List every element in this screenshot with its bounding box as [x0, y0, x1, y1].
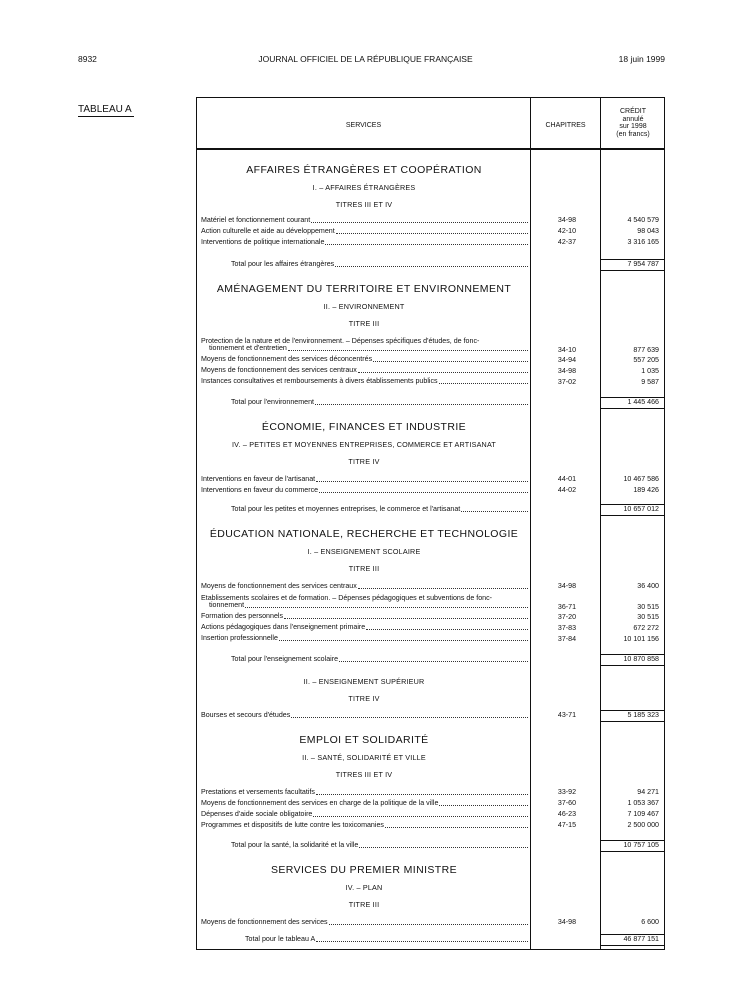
titre-label: TITRE IV	[348, 457, 380, 466]
credit-cell: 98 043	[637, 227, 659, 235]
chapitre-cell: 34-94	[557, 356, 577, 364]
table-row: Interventions en faveur du commerce	[201, 485, 529, 496]
credit-cell: 4 540 579	[627, 216, 659, 224]
row-first-line: Protection de la nature et de l'environnement. – Dépenses spécifiques d'études, de fonc-	[201, 337, 480, 345]
credit-cell: 3 316 165	[627, 238, 659, 246]
section-subtitle: IV. – PLAN	[345, 883, 383, 892]
section-title: ÉCONOMIE, FINANCES ET INDUSTRIE	[261, 421, 467, 433]
grand-total-row: Total pour le tableau A	[245, 934, 529, 945]
chapitre-cell: 34-98	[557, 367, 577, 375]
table-row: Moyens de fonctionnement des services en charge de la politique de la ville	[201, 798, 529, 809]
total-row: Total pour la santé, la solidarité et la ville	[231, 840, 529, 851]
total-credit: 7 954 787	[627, 260, 659, 268]
section-subtitle: II. – SANTÉ, SOLIDARITÉ ET VILLE	[302, 753, 426, 762]
credit-cell: 2 500 000	[627, 821, 659, 829]
section-title: SERVICES DU PREMIER MINISTRE	[270, 864, 458, 876]
row-first-line: Etablissements scolaires et de formation. – Dépenses pédagogiques et subventions de fonc-	[201, 594, 493, 602]
total-row: Total pour l'enseignement scolaire	[231, 654, 529, 665]
section-title: AFFAIRES ÉTRANGÈRES ET COOPÉRATION	[246, 164, 482, 176]
chapitre-cell: 43-71	[557, 711, 577, 719]
journal-title: JOURNAL OFFICIEL DE LA RÉPUBLIQUE FRANÇAISE	[258, 54, 473, 64]
credit-cell: 1 035	[641, 367, 659, 375]
table-row: Bourses et secours d'études	[201, 710, 529, 721]
credit-cell: 557 205	[633, 356, 659, 364]
chapitre-cell: 37-02	[557, 378, 577, 386]
chapitre-cell: 44-01	[557, 475, 577, 483]
credit-cell: 10 101 156	[623, 635, 659, 643]
credit-cell: 94 271	[637, 788, 659, 796]
chapitre-cell: 44-02	[557, 486, 577, 494]
table-row: Programmes et dispositifs de lutte contre les toxicomanies	[201, 820, 529, 831]
credit-cell: 10 467 586	[623, 475, 659, 483]
grand-total-credit: 46 877 151	[623, 935, 659, 943]
total-row: Total pour les affaires étrangères	[231, 259, 529, 270]
section-title: ÉDUCATION NATIONALE, RECHERCHE ET TECHNOLOGIE	[209, 528, 519, 540]
table-row: Moyens de fonctionnement des services	[201, 917, 529, 928]
page-number: 8932	[78, 54, 97, 64]
chapitre-cell: 42-37	[557, 238, 577, 246]
chapitre-cell: 34-10	[557, 346, 577, 354]
col-header-chapitres: CHAPITRES	[545, 122, 586, 129]
table-row: Instances consultatives et remboursements à divers établissements publics	[201, 376, 529, 387]
chapitre-cell: 34-98	[557, 216, 577, 224]
chapitre-cell: 37-60	[557, 799, 577, 807]
table-row: Action culturelle et aide au développement	[201, 226, 529, 237]
total-credit: 10 757 105	[623, 841, 659, 849]
credit-cell: 30 515	[637, 603, 659, 611]
chapitre-cell: 34-98	[557, 918, 577, 926]
table-row: Moyens de fonctionnement des services centraux	[201, 581, 529, 592]
credit-cell: 30 515	[637, 613, 659, 621]
table-row: tionnement et d'entretien	[209, 343, 529, 354]
credit-cell: 672 272	[633, 624, 659, 632]
header-date: 18 juin 1999	[618, 54, 665, 64]
titre-label: TITRES III ET IV	[335, 770, 393, 779]
chapitre-cell: 34-98	[557, 582, 577, 590]
credit-cell: 6 600	[641, 918, 659, 926]
section-subtitle: I. – AFFAIRES ÉTRANGÈRES	[312, 183, 416, 192]
table-row: Matériel et fonctionnement courant	[201, 215, 529, 226]
table-row: Actions pédagogiques dans l'enseignement primaire	[201, 622, 529, 633]
chapitre-cell: 36-71	[557, 603, 577, 611]
credit-cell: 877 639	[633, 346, 659, 354]
table-row: Moyens de fonctionnement des services centraux	[201, 365, 529, 376]
chapitre-cell: 42-10	[557, 227, 577, 235]
total-credit: 10 657 012	[623, 505, 659, 513]
table-row: tionnement	[209, 600, 529, 611]
chapitre-cell: 47-15	[557, 821, 577, 829]
section-title: AMÉNAGEMENT DU TERRITOIRE ET ENVIRONNEMENT	[216, 283, 512, 295]
table-row: Dépenses d'aide sociale obligatoire	[201, 809, 529, 820]
header-separator	[197, 148, 664, 150]
titre-label: TITRE III	[348, 319, 380, 328]
tableau-label: TABLEAU A	[78, 104, 132, 115]
chapitre-cell: 37-20	[557, 613, 577, 621]
titre-label: TITRE IV	[348, 694, 380, 703]
table-row: Interventions de politique internationale	[201, 237, 529, 248]
section-subtitle: II. – ENVIRONNEMENT	[323, 302, 405, 311]
chapitre-cell: 37-84	[557, 635, 577, 643]
chapitre-cell: 37-83	[557, 624, 577, 632]
credit-cell: 7 109 467	[627, 810, 659, 818]
chapitre-cell: 33-92	[557, 788, 577, 796]
credit-cell: 9 587	[641, 378, 659, 386]
credit-cell: 5 185 323	[627, 711, 659, 719]
total-row: Total pour l'environnement	[231, 397, 529, 408]
titre-label: TITRE III	[348, 564, 380, 573]
titre-label: TITRES III ET IV	[335, 200, 393, 209]
col-header-credit: CRÉDIT annulé sur 1998 (en francs)	[616, 108, 650, 138]
chapitre-cell: 46-23	[557, 810, 577, 818]
total-row: Total pour les petites et moyennes entreprises, le commerce et l'artisanat	[231, 504, 529, 515]
table-frame	[196, 97, 665, 950]
col-header-services: SERVICES	[345, 122, 382, 129]
table-row: Formation des personnels	[201, 611, 529, 622]
section-subtitle: II. – ENSEIGNEMENT SUPÉRIEUR	[303, 677, 425, 686]
table-row: Moyens de fonctionnement des services déconcentrés	[201, 354, 529, 365]
total-credit: 1 445 466	[627, 398, 659, 406]
section-subtitle: I. – ENSEIGNEMENT SCOLAIRE	[307, 547, 421, 556]
credit-cell: 1 053 367	[627, 799, 659, 807]
table-row: Interventions en faveur de l'artisanat	[201, 474, 529, 485]
section-subtitle: IV. – PETITES ET MOYENNES ENTREPRISES, COMMERCE ET ARTISANAT	[231, 440, 496, 449]
titre-label: TITRE III	[348, 900, 380, 909]
table-row: Prestations et versements facultatifs	[201, 787, 529, 798]
credit-cell: 189 426	[633, 486, 659, 494]
table-row: Insertion professionnelle	[201, 633, 529, 644]
section-title: EMPLOI ET SOLIDARITÉ	[299, 734, 429, 746]
total-credit: 10 870 858	[623, 655, 659, 663]
credit-cell: 36 400	[637, 582, 659, 590]
